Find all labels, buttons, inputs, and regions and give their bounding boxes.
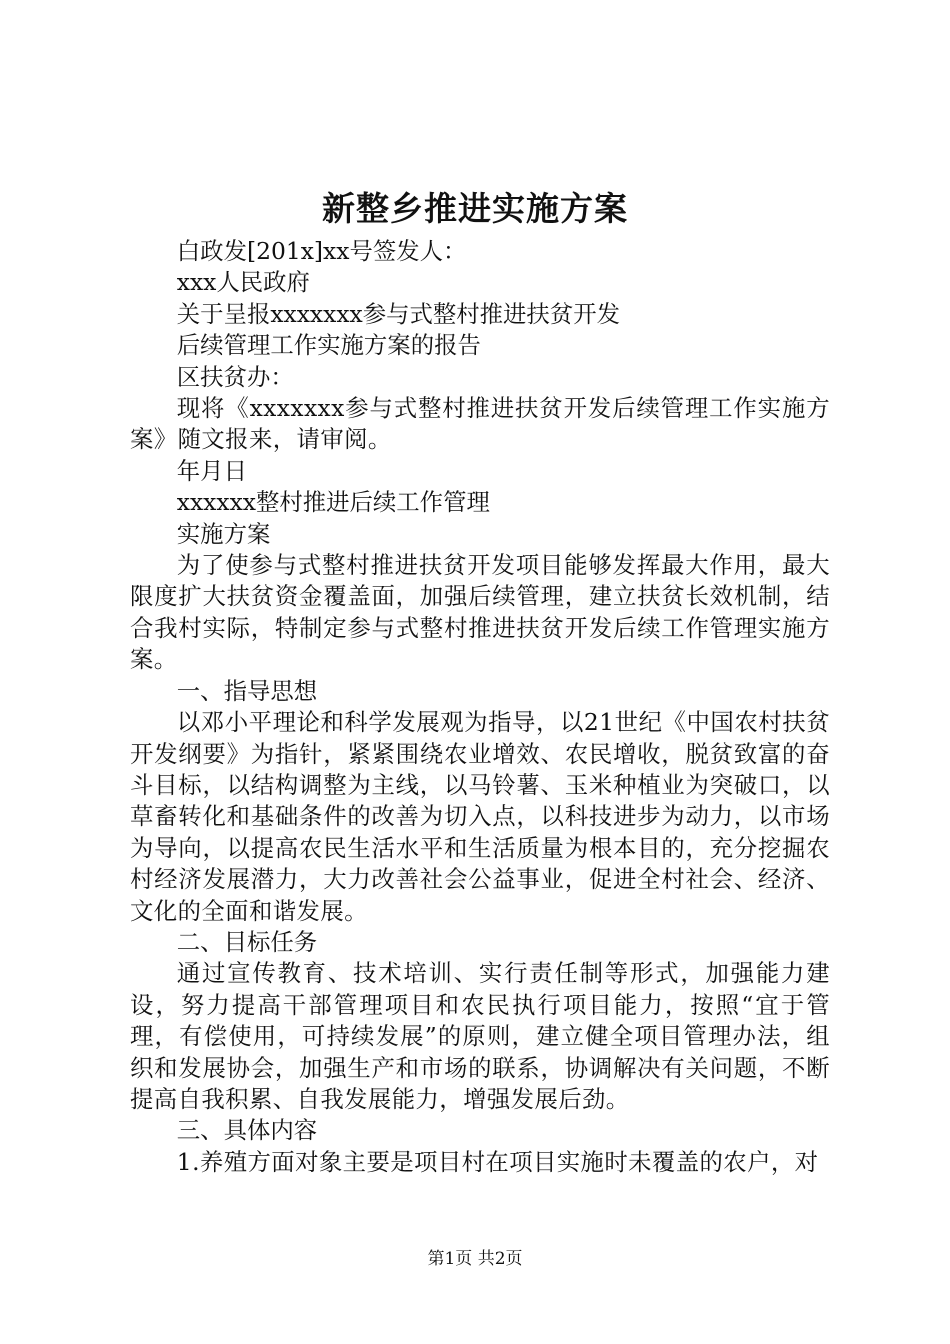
page-number-footer: 第1页 共2页 (427, 1249, 523, 1269)
date-line: 年月日 (176, 456, 247, 485)
intro-paragraph: 为了使参与式整村推进扶贫开发项目能够发挥最大作用，最大限度扩大扶贫资金覆盖面，加强后续管理，建立扶贫长效机制，结合我村实际，特制定参与式整村推进扶贫开发后续工作管理实施方案。 (130, 551, 830, 674)
guiding-thought-paragraph: 以邓小平理论和科学发展观为指导，以21世纪《中国农村扶贫开发纲要》为指针，紧紧围绕农业增效、农民增收，脱贫致富的奋斗目标，以结构调整为主线，以马铃薯、玉米种植业为突破口，以草畜转化和基础条件的改善为切入点，以科技进步为动力，以市场为导向，以提高农民生活水平和生活质量为根本目的，充分挖掘农村经济发展潜力，大力改善社会公益事业，促进全村社会、经济、文化的全面和谐发展。 (130, 708, 830, 925)
document-title: 新整乡推进实施方案 (322, 189, 628, 228)
subject-line-1: 关于呈报xxxxxxx参与式整村推进扶贫开发 (176, 299, 620, 328)
section-heading-1: 一、指导思想 (176, 676, 318, 705)
plan-title-line-1: xxxxxx整村推进后续工作管理 (176, 488, 490, 517)
doc-number-line: 白政发[201x]xx号签发人： (176, 237, 467, 265)
objectives-paragraph: 通过宣传教育、技术培训、实行责任制等形式，加强能力建设，努力提高干部管理项目和农民执行项目能力，按照“宜于管理，有偿使用，可持续发展”的原则，建立健全项目管理办法，组织和发展协会，加强生产和市场的联系，协调解决有关问题，不断提高自我积累、自我发展能力，增强发展后劲。 (130, 959, 830, 1113)
section-heading-2: 二、目标任务 (176, 927, 318, 956)
content-paragraph: 1.养殖方面对象主要是项目村在项目实施时未覆盖的农户，对 (176, 1147, 819, 1176)
issuer-line: xxx人民政府 (176, 268, 310, 297)
section-heading-3: 三、具体内容 (176, 1116, 318, 1145)
submission-paragraph: 现将《xxxxxxx参与式整村推进扶贫开发后续管理工作实施方案》随文报来，请审阅。 (130, 394, 830, 454)
plan-title-line-2: 实施方案 (176, 519, 271, 548)
recipient-line: 区扶贫办： (176, 362, 294, 391)
document-body (130, 236, 830, 1178)
subject-line-2: 后续管理工作实施方案的报告 (176, 331, 481, 360)
